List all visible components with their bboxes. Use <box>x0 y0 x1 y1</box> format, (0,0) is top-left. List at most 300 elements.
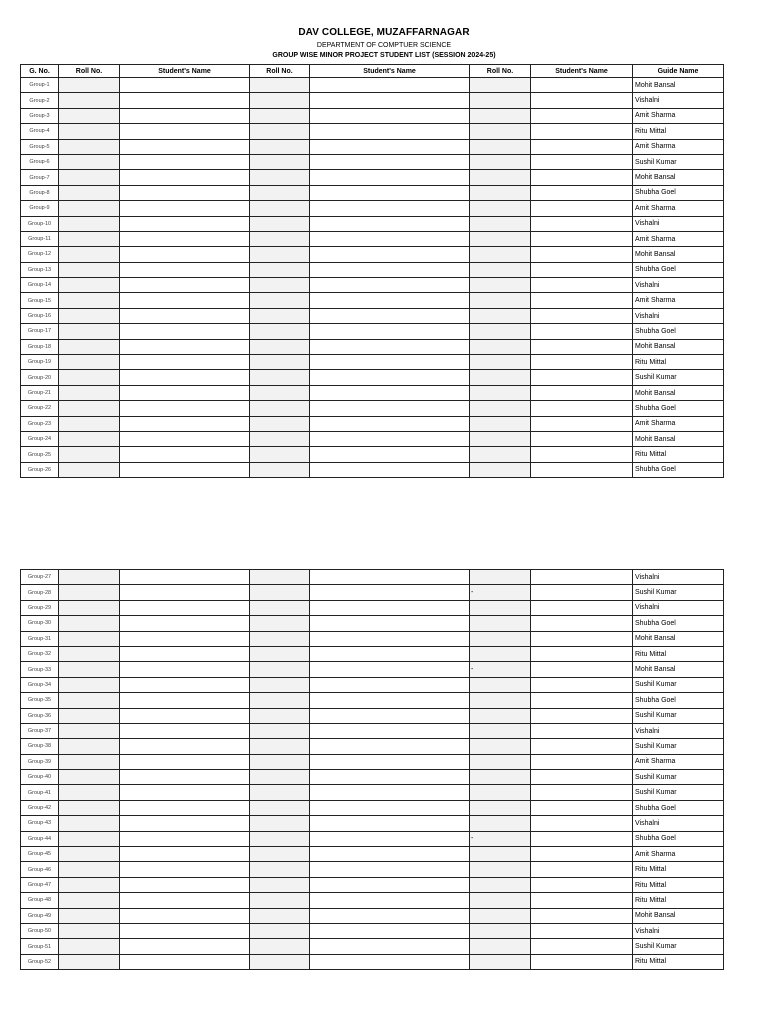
roll-no-cell-2 <box>250 216 310 231</box>
student-name-cell-3 <box>531 770 633 785</box>
column-header-student-name-3: Student's Name <box>531 65 633 78</box>
roll-no-cell-1 <box>59 646 120 661</box>
guide-name-cell: Mohit Bansal <box>633 170 724 185</box>
table-row <box>21 646 724 661</box>
group-number-cell: Group-36 <box>21 708 59 723</box>
roll-no-cell-1 <box>59 754 120 769</box>
table-row <box>21 78 724 93</box>
guide-name-cell: Vishalni <box>633 93 724 108</box>
roll-no-cell-1 <box>59 78 120 93</box>
table-row <box>21 708 724 723</box>
roll-no-cell-2 <box>250 800 310 815</box>
roll-no-cell-3 <box>470 78 531 93</box>
student-name-cell-3 <box>531 877 633 892</box>
student-name-cell-2 <box>310 201 470 216</box>
roll-no-cell-3 <box>470 677 531 692</box>
student-name-cell-1 <box>120 939 250 954</box>
table-row <box>21 800 724 815</box>
roll-no-cell-1 <box>59 800 120 815</box>
roll-no-cell-3 <box>470 800 531 815</box>
student-name-cell-1 <box>120 616 250 631</box>
group-number-cell: Group-37 <box>21 723 59 738</box>
roll-no-cell-2 <box>250 600 310 615</box>
student-name-cell-1 <box>120 431 250 446</box>
roll-no-cell-1 <box>59 108 120 123</box>
roll-no-cell-1 <box>59 431 120 446</box>
group-number-cell: Group-23 <box>21 416 59 431</box>
student-name-cell-3 <box>531 662 633 677</box>
group-number-cell: Group-13 <box>21 262 59 277</box>
roll-no-cell-1 <box>59 339 120 354</box>
roll-no-cell-2 <box>250 847 310 862</box>
guide-name-cell: Ritu Mittal <box>633 954 724 969</box>
group-number-cell: Group-17 <box>21 324 59 339</box>
student-name-cell-1 <box>120 847 250 862</box>
student-name-cell-1 <box>120 600 250 615</box>
student-name-cell-1 <box>120 324 250 339</box>
list-subtitle: GROUP WISE MINOR PROJECT STUDENT LIST (SESSION 2024-25) <box>272 52 496 59</box>
student-name-cell-3 <box>531 431 633 446</box>
roll-no-cell-2 <box>250 370 310 385</box>
student-name-cell-2 <box>310 185 470 200</box>
table-row <box>21 693 724 708</box>
student-name-cell-3 <box>531 939 633 954</box>
roll-no-cell-3 <box>470 385 531 400</box>
student-name-cell-3 <box>531 231 633 246</box>
roll-no-cell-3 <box>470 908 531 923</box>
roll-no-cell-3 <box>470 139 531 154</box>
roll-no-cell-2 <box>250 923 310 938</box>
roll-no-cell-2 <box>250 278 310 293</box>
student-name-cell-3 <box>531 954 633 969</box>
student-name-cell-2 <box>310 662 470 677</box>
roll-no-cell-3 <box>470 447 531 462</box>
student-name-cell-2 <box>310 385 470 400</box>
roll-no-cell-1 <box>59 677 120 692</box>
guide-name-cell: Shubha Goel <box>633 462 724 477</box>
roll-no-cell-1 <box>59 847 120 862</box>
student-name-cell-2 <box>310 954 470 969</box>
roll-no-cell-1 <box>59 308 120 323</box>
roll-no-cell-1 <box>59 154 120 169</box>
document-header <box>0 26 768 61</box>
roll-no-cell-1 <box>59 324 120 339</box>
student-name-cell-3 <box>531 308 633 323</box>
table-row <box>21 385 724 400</box>
student-name-cell-3 <box>531 447 633 462</box>
guide-name-cell: Sushil Kumar <box>633 770 724 785</box>
student-name-cell-3 <box>531 278 633 293</box>
roll-no-cell-3 <box>470 262 531 277</box>
roll-no-cell-3: - <box>470 662 531 677</box>
guide-name-cell: Shubha Goel <box>633 185 724 200</box>
group-number-cell: Group-1 <box>21 78 59 93</box>
department-title: DEPARTMENT OF COMPTUER SCIENCE <box>316 42 452 49</box>
roll-no-cell-1 <box>59 370 120 385</box>
guide-name-cell: Vishalni <box>633 278 724 293</box>
guide-name-cell: Mohit Bansal <box>633 662 724 677</box>
roll-no-cell-3: - <box>470 831 531 846</box>
guide-name-cell: Mohit Bansal <box>633 247 724 262</box>
student-name-cell-2 <box>310 693 470 708</box>
guide-name-cell: Mohit Bansal <box>633 908 724 923</box>
group-number-cell: Group-9 <box>21 201 59 216</box>
guide-name-cell: Mohit Bansal <box>633 339 724 354</box>
student-name-cell-3 <box>531 247 633 262</box>
group-number-cell: Group-15 <box>21 293 59 308</box>
group-number-cell: Group-40 <box>21 770 59 785</box>
guide-name-cell: Ritu Mittal <box>633 646 724 661</box>
student-name-cell-1 <box>120 108 250 123</box>
table-row <box>21 570 724 585</box>
table-row <box>21 293 724 308</box>
roll-no-cell-1 <box>59 785 120 800</box>
roll-no-cell-1 <box>59 93 120 108</box>
student-name-cell-1 <box>120 954 250 969</box>
guide-name-cell: Sushil Kumar <box>633 708 724 723</box>
guide-name-cell: Amit Sharma <box>633 139 724 154</box>
roll-no-cell-3 <box>470 570 531 585</box>
table-row <box>21 370 724 385</box>
student-name-cell-1 <box>120 754 250 769</box>
student-name-cell-1 <box>120 262 250 277</box>
student-name-cell-1 <box>120 339 250 354</box>
student-name-cell-2 <box>310 770 470 785</box>
roll-no-cell-2 <box>250 662 310 677</box>
guide-name-cell: Shubha Goel <box>633 693 724 708</box>
student-name-cell-1 <box>120 370 250 385</box>
roll-no-cell-1 <box>59 600 120 615</box>
roll-no-cell-3 <box>470 201 531 216</box>
roll-no-cell-2 <box>250 954 310 969</box>
guide-name-cell: Shubha Goel <box>633 831 724 846</box>
roll-no-cell-2 <box>250 154 310 169</box>
roll-no-cell-3 <box>470 355 531 370</box>
group-number-cell: Group-7 <box>21 170 59 185</box>
roll-no-cell-2 <box>250 939 310 954</box>
student-name-cell-3 <box>531 93 633 108</box>
student-name-cell-1 <box>120 877 250 892</box>
roll-no-cell-1 <box>59 923 120 938</box>
guide-name-cell: Ritu Mittal <box>633 355 724 370</box>
roll-no-cell-1 <box>59 831 120 846</box>
student-name-cell-1 <box>120 185 250 200</box>
roll-no-cell-3 <box>470 231 531 246</box>
roll-no-cell-3 <box>470 877 531 892</box>
roll-no-cell-1 <box>59 139 120 154</box>
student-name-cell-1 <box>120 78 250 93</box>
guide-name-cell: Ritu Mittal <box>633 893 724 908</box>
roll-no-cell-3 <box>470 216 531 231</box>
student-name-cell-3 <box>531 108 633 123</box>
roll-no-cell-3 <box>470 616 531 631</box>
table-row <box>21 355 724 370</box>
roll-no-cell-3 <box>470 939 531 954</box>
roll-no-cell-2 <box>250 93 310 108</box>
student-name-cell-1 <box>120 693 250 708</box>
group-number-cell: Group-49 <box>21 908 59 923</box>
student-name-cell-3 <box>531 154 633 169</box>
student-name-cell-3 <box>531 293 633 308</box>
table-row <box>21 185 724 200</box>
table-row <box>21 908 724 923</box>
student-name-cell-3 <box>531 416 633 431</box>
guide-name-cell: Shubha Goel <box>633 800 724 815</box>
roll-no-cell-1 <box>59 355 120 370</box>
roll-no-cell-1 <box>59 462 120 477</box>
student-name-cell-1 <box>120 201 250 216</box>
roll-no-cell-1 <box>59 201 120 216</box>
student-name-cell-1 <box>120 708 250 723</box>
roll-no-cell-1 <box>59 693 120 708</box>
student-name-cell-1 <box>120 247 250 262</box>
guide-name-cell: Sushil Kumar <box>633 739 724 754</box>
roll-no-cell-2 <box>250 462 310 477</box>
roll-no-cell-2 <box>250 693 310 708</box>
roll-no-cell-2 <box>250 201 310 216</box>
student-name-cell-2 <box>310 831 470 846</box>
roll-no-cell-3 <box>470 600 531 615</box>
group-number-cell: Group-41 <box>21 785 59 800</box>
table-row <box>21 739 724 754</box>
group-number-cell: Group-18 <box>21 339 59 354</box>
student-name-cell-1 <box>120 308 250 323</box>
student-name-cell-1 <box>120 416 250 431</box>
student-name-cell-1 <box>120 893 250 908</box>
student-name-cell-2 <box>310 877 470 892</box>
roll-no-cell-2 <box>250 231 310 246</box>
table-row <box>21 170 724 185</box>
table-row <box>21 324 724 339</box>
roll-no-cell-2 <box>250 293 310 308</box>
roll-no-cell-2 <box>250 831 310 846</box>
student-name-cell-1 <box>120 923 250 938</box>
student-name-cell-2 <box>310 754 470 769</box>
student-name-cell-3 <box>531 170 633 185</box>
student-name-cell-1 <box>120 278 250 293</box>
roll-no-cell-2 <box>250 324 310 339</box>
student-name-cell-3 <box>531 723 633 738</box>
roll-no-cell-3 <box>470 170 531 185</box>
table-row <box>21 785 724 800</box>
group-number-cell: Group-30 <box>21 616 59 631</box>
roll-no-cell-2 <box>250 631 310 646</box>
student-name-cell-2 <box>310 431 470 446</box>
student-name-cell-2 <box>310 800 470 815</box>
table-row <box>21 139 724 154</box>
roll-no-cell-3 <box>470 785 531 800</box>
roll-no-cell-3 <box>470 462 531 477</box>
roll-no-cell-1 <box>59 662 120 677</box>
guide-name-cell: Sushil Kumar <box>633 154 724 169</box>
roll-no-cell-3 <box>470 339 531 354</box>
student-name-cell-3 <box>531 708 633 723</box>
roll-no-cell-3 <box>470 324 531 339</box>
roll-no-cell-3 <box>470 708 531 723</box>
guide-name-cell: Shubha Goel <box>633 262 724 277</box>
table-row <box>21 462 724 477</box>
group-number-cell: Group-32 <box>21 646 59 661</box>
student-name-cell-3 <box>531 693 633 708</box>
table-row <box>21 723 724 738</box>
student-name-cell-1 <box>120 154 250 169</box>
guide-name-cell: Amit Sharma <box>633 754 724 769</box>
table-row <box>21 877 724 892</box>
student-name-cell-2 <box>310 723 470 738</box>
guide-name-cell: Mohit Bansal <box>633 631 724 646</box>
guide-name-cell: Vishalni <box>633 600 724 615</box>
student-name-cell-2 <box>310 278 470 293</box>
roll-no-cell-1 <box>59 247 120 262</box>
roll-no-cell-2 <box>250 447 310 462</box>
table-row <box>21 339 724 354</box>
student-name-cell-1 <box>120 355 250 370</box>
student-name-cell-2 <box>310 908 470 923</box>
student-name-cell-2 <box>310 308 470 323</box>
roll-no-cell-2 <box>250 262 310 277</box>
table-row <box>21 862 724 877</box>
guide-name-cell: Shubha Goel <box>633 324 724 339</box>
roll-no-cell-2 <box>250 108 310 123</box>
roll-no-cell-2 <box>250 416 310 431</box>
roll-no-cell-3 <box>470 739 531 754</box>
student-name-cell-1 <box>120 723 250 738</box>
roll-no-cell-2 <box>250 78 310 93</box>
student-name-cell-3 <box>531 646 633 661</box>
student-name-cell-1 <box>120 646 250 661</box>
guide-name-cell: Ritu Mittal <box>633 862 724 877</box>
student-name-cell-1 <box>120 124 250 139</box>
roll-no-cell-3 <box>470 816 531 831</box>
column-header-guide-name: Guide Name <box>633 65 724 78</box>
roll-no-cell-1 <box>59 170 120 185</box>
student-name-cell-3 <box>531 385 633 400</box>
group-number-cell: Group-39 <box>21 754 59 769</box>
group-number-cell: Group-4 <box>21 124 59 139</box>
student-name-cell-3 <box>531 800 633 815</box>
roll-no-cell-2 <box>250 139 310 154</box>
group-number-cell: Group-48 <box>21 893 59 908</box>
student-name-cell-3 <box>531 754 633 769</box>
student-name-cell-2 <box>310 370 470 385</box>
roll-no-cell-1 <box>59 231 120 246</box>
group-number-cell: Group-24 <box>21 431 59 446</box>
roll-no-cell-2 <box>250 247 310 262</box>
group-number-cell: Group-35 <box>21 693 59 708</box>
student-name-cell-3 <box>531 893 633 908</box>
guide-name-cell: Sushil Kumar <box>633 585 724 600</box>
table-row <box>21 216 724 231</box>
student-name-cell-1 <box>120 585 250 600</box>
student-name-cell-2 <box>310 231 470 246</box>
roll-no-cell-3 <box>470 293 531 308</box>
guide-name-cell: Vishalni <box>633 216 724 231</box>
roll-no-cell-3 <box>470 770 531 785</box>
table-row <box>21 416 724 431</box>
student-name-cell-2 <box>310 646 470 661</box>
student-name-cell-2 <box>310 139 470 154</box>
student-name-cell-1 <box>120 447 250 462</box>
roll-no-cell-2 <box>250 385 310 400</box>
group-number-cell: Group-27 <box>21 570 59 585</box>
roll-no-cell-2 <box>250 708 310 723</box>
column-header-roll-no-2: Roll No. <box>250 65 310 78</box>
roll-no-cell-3 <box>470 923 531 938</box>
student-name-cell-3 <box>531 862 633 877</box>
group-number-cell: Group-8 <box>21 185 59 200</box>
table-row <box>21 585 724 600</box>
roll-no-cell-1 <box>59 631 120 646</box>
roll-no-cell-3 <box>470 416 531 431</box>
roll-no-cell-3 <box>470 646 531 661</box>
student-name-cell-3 <box>531 631 633 646</box>
guide-name-cell: Amit Sharma <box>633 108 724 123</box>
table-row <box>21 201 724 216</box>
table-row <box>21 247 724 262</box>
group-number-cell: Group-44 <box>21 831 59 846</box>
student-name-cell-1 <box>120 93 250 108</box>
group-number-cell: Group-25 <box>21 447 59 462</box>
roll-no-cell-1 <box>59 401 120 416</box>
group-number-cell: Group-50 <box>21 923 59 938</box>
guide-name-cell: Amit Sharma <box>633 293 724 308</box>
roll-no-cell-3 <box>470 108 531 123</box>
table-row <box>21 401 724 416</box>
student-name-cell-3 <box>531 185 633 200</box>
student-name-cell-2 <box>310 585 470 600</box>
guide-name-cell: Sushil Kumar <box>633 785 724 800</box>
group-number-cell: Group-29 <box>21 600 59 615</box>
student-name-cell-2 <box>310 154 470 169</box>
table-row <box>21 662 724 677</box>
student-name-cell-3 <box>531 262 633 277</box>
group-number-cell: Group-14 <box>21 278 59 293</box>
table-row <box>21 631 724 646</box>
student-name-cell-2 <box>310 600 470 615</box>
student-name-cell-2 <box>310 939 470 954</box>
roll-no-cell-3: - <box>470 585 531 600</box>
guide-name-cell: Vishalni <box>633 923 724 938</box>
roll-no-cell-3 <box>470 954 531 969</box>
roll-no-cell-2 <box>250 908 310 923</box>
student-name-cell-3 <box>531 816 633 831</box>
student-name-cell-3 <box>531 78 633 93</box>
roll-no-cell-2 <box>250 893 310 908</box>
roll-no-cell-2 <box>250 308 310 323</box>
group-number-cell: Group-21 <box>21 385 59 400</box>
table-row <box>21 278 724 293</box>
table-row <box>21 616 724 631</box>
student-name-cell-3 <box>531 139 633 154</box>
student-name-cell-2 <box>310 262 470 277</box>
guide-name-cell: Amit Sharma <box>633 201 724 216</box>
student-name-cell-2 <box>310 447 470 462</box>
student-name-cell-2 <box>310 108 470 123</box>
student-name-cell-2 <box>310 816 470 831</box>
group-number-cell: Group-28 <box>21 585 59 600</box>
student-name-cell-2 <box>310 631 470 646</box>
student-name-cell-3 <box>531 600 633 615</box>
roll-no-cell-2 <box>250 355 310 370</box>
table-row <box>21 262 724 277</box>
guide-name-cell: Sushil Kumar <box>633 370 724 385</box>
roll-no-cell-2 <box>250 877 310 892</box>
student-name-cell-1 <box>120 462 250 477</box>
roll-no-cell-2 <box>250 739 310 754</box>
student-name-cell-3 <box>531 908 633 923</box>
student-name-cell-2 <box>310 570 470 585</box>
roll-no-cell-3 <box>470 631 531 646</box>
